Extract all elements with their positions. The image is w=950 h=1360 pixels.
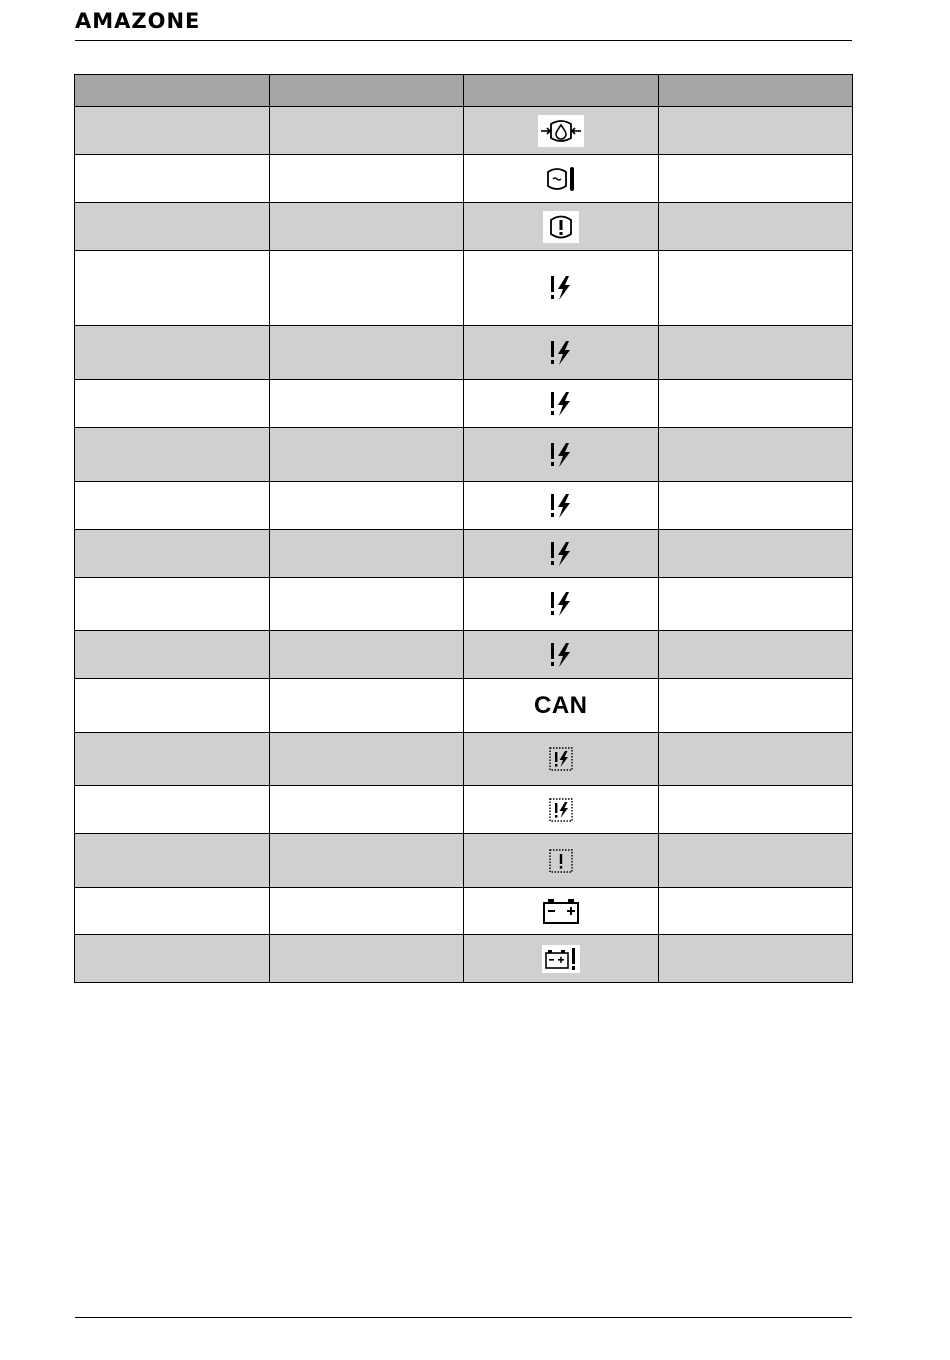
table-cell	[75, 203, 270, 251]
electrical-fault-icon	[549, 641, 573, 669]
symbol-cell	[464, 107, 659, 155]
table-cell	[75, 935, 270, 983]
table-row	[75, 578, 853, 631]
symbol-cell	[464, 578, 659, 631]
table-cell	[75, 679, 270, 733]
engine-coolant-temperature-icon	[544, 164, 578, 194]
table-cell	[658, 107, 853, 155]
table-row	[75, 631, 853, 679]
table-cell	[658, 482, 853, 530]
header-cell	[658, 75, 853, 107]
symbol-cell	[464, 631, 659, 679]
electrical-fault-icon	[549, 339, 573, 367]
symbol-cell	[464, 326, 659, 380]
table-row	[75, 935, 853, 983]
table-row	[75, 251, 853, 326]
table-cell	[75, 578, 270, 631]
symbol-table	[74, 74, 853, 983]
table-cell	[269, 482, 464, 530]
table-cell	[269, 530, 464, 578]
table-cell	[658, 380, 853, 428]
symbol-cell	[464, 733, 659, 786]
symbol-cell	[464, 935, 659, 983]
electrical-fault-icon	[549, 390, 573, 418]
table-cell	[658, 326, 853, 380]
can-bus-text-icon: CAN	[534, 691, 588, 719]
table-cell	[658, 935, 853, 983]
table-row	[75, 834, 853, 888]
table-cell	[75, 786, 270, 834]
table-cell	[269, 679, 464, 733]
table-cell	[269, 155, 464, 203]
symbol-cell	[464, 155, 659, 203]
table-cell	[75, 428, 270, 482]
table-cell	[658, 679, 853, 733]
table-cell	[75, 834, 270, 888]
table-row	[75, 733, 853, 786]
table-row	[75, 428, 853, 482]
table-row	[75, 786, 853, 834]
symbol-cell	[464, 786, 659, 834]
header-cell	[464, 75, 659, 107]
amazone-logo: AMAZONE	[75, 9, 201, 33]
table-cell	[658, 428, 853, 482]
table-row	[75, 380, 853, 428]
symbol-cell	[464, 679, 659, 733]
electrical-fault-icon	[549, 540, 573, 568]
symbol-cell	[464, 482, 659, 530]
header-cell	[75, 75, 270, 107]
table-cell	[658, 530, 853, 578]
table-cell	[269, 834, 464, 888]
electrical-fault-icon	[549, 492, 573, 520]
table-cell	[75, 888, 270, 935]
symbol-cell	[464, 203, 659, 251]
symbol-cell	[464, 251, 659, 326]
battery-icon	[542, 897, 580, 925]
table-cell	[269, 631, 464, 679]
table-cell	[269, 203, 464, 251]
table-cell	[269, 428, 464, 482]
table-row	[75, 482, 853, 530]
header-cell	[269, 75, 464, 107]
table-cell	[269, 380, 464, 428]
electrical-fault-icon	[549, 590, 573, 618]
table-cell	[75, 380, 270, 428]
controller-electrical-fault-icon	[547, 796, 575, 824]
table-header-row	[75, 75, 853, 107]
table-cell	[75, 631, 270, 679]
table-row	[75, 326, 853, 380]
footer-divider	[75, 1317, 852, 1318]
table-cell	[75, 482, 270, 530]
table-cell	[75, 107, 270, 155]
electrical-fault-icon	[549, 441, 573, 469]
table-cell	[75, 155, 270, 203]
table-cell	[658, 631, 853, 679]
table-cell	[269, 888, 464, 935]
controller-electrical-fault-icon	[547, 745, 575, 773]
table-cell	[658, 203, 853, 251]
table-cell	[75, 326, 270, 380]
table-cell	[269, 251, 464, 326]
table-cell	[269, 107, 464, 155]
symbol-cell	[464, 888, 659, 935]
engine-oil-pressure-icon	[538, 115, 584, 147]
table-row	[75, 155, 853, 203]
symbol-cell	[464, 834, 659, 888]
table-row	[75, 888, 853, 935]
table-cell	[658, 251, 853, 326]
table-cell	[269, 733, 464, 786]
table-cell	[658, 834, 853, 888]
table-row	[75, 203, 853, 251]
header-divider	[75, 40, 852, 41]
table-cell	[658, 786, 853, 834]
table-row	[75, 530, 853, 578]
table-cell	[269, 326, 464, 380]
table-cell	[75, 530, 270, 578]
table-cell	[658, 733, 853, 786]
symbol-cell	[464, 380, 659, 428]
table-cell	[75, 251, 270, 326]
symbol-cell	[464, 530, 659, 578]
table-cell	[75, 733, 270, 786]
table-cell	[269, 935, 464, 983]
engine-warning-icon	[543, 211, 579, 243]
table-cell	[658, 578, 853, 631]
table-row	[75, 679, 853, 733]
battery-warning-icon	[542, 945, 580, 973]
symbol-cell	[464, 428, 659, 482]
table-cell	[269, 578, 464, 631]
table-cell	[269, 786, 464, 834]
electrical-fault-icon	[549, 274, 573, 302]
table-cell	[658, 888, 853, 935]
table-row	[75, 107, 853, 155]
controller-warning-icon	[547, 847, 575, 875]
table-cell	[658, 155, 853, 203]
